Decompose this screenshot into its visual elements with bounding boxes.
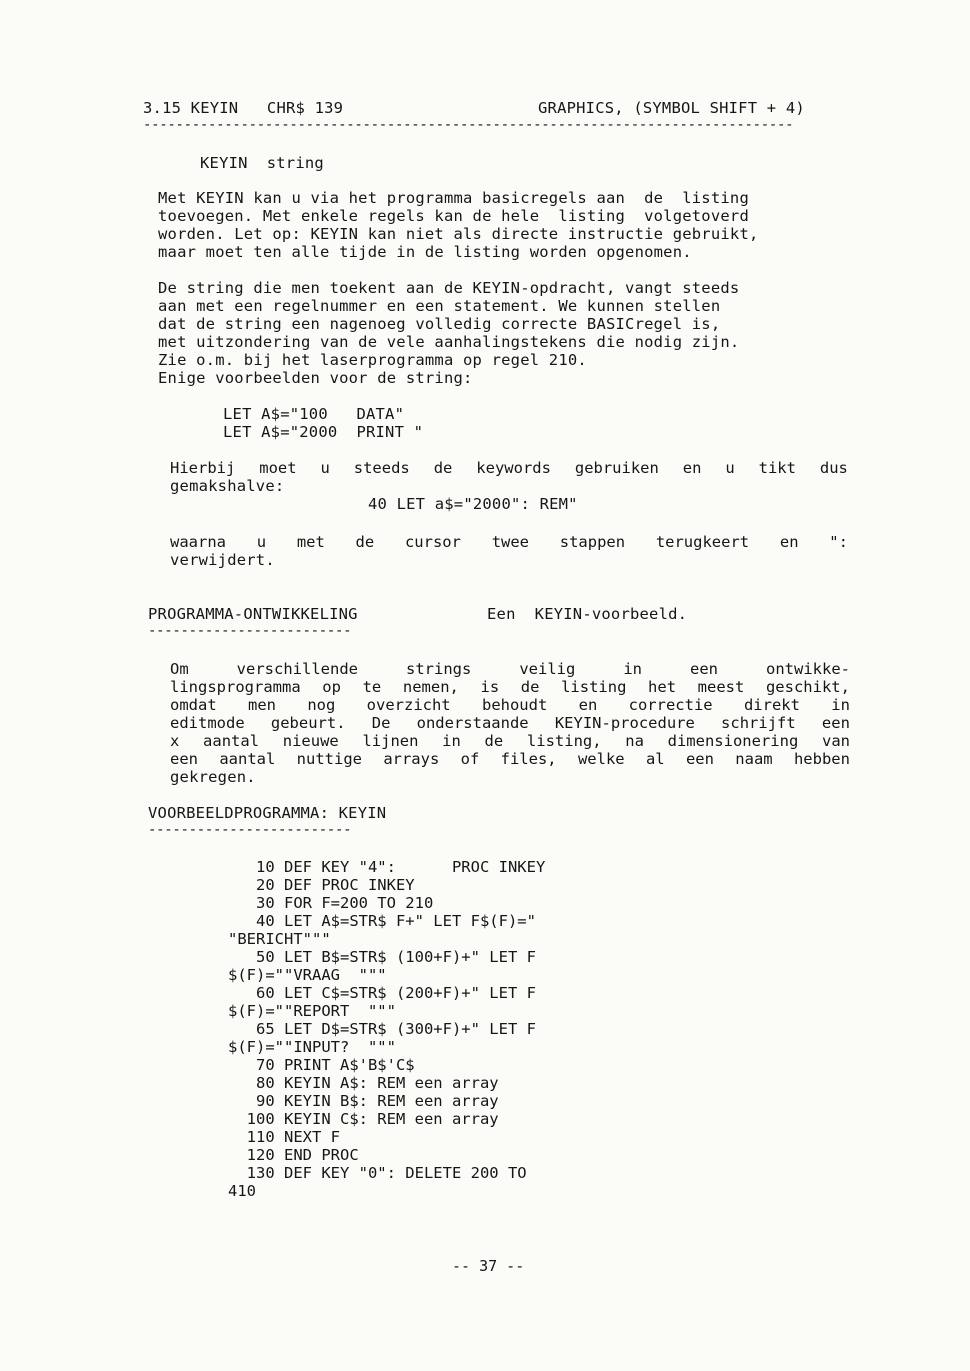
program-underline: ------------------------- [148,823,352,837]
program-line: 90 KEYIN B$: REM een array [228,1092,499,1110]
program-line: 130 DEF KEY "0": DELETE 200 TO [228,1164,527,1182]
para1-line: toevoegen. Met enkele regels kan de hele listing volgetoverd [158,207,749,225]
para2-line: met uitzondering van de vele aanhalingstekens die nodig zijn. [158,333,740,351]
program-line: 50 LET B$=STR$ (100+F)+" LET F [228,948,536,966]
para5-line: editmode gebeurt. De onderstaande KEYIN-procedure schrijft een [170,714,850,732]
page-number: -- 37 -- [452,1257,525,1275]
para2-line: De string die men toekent aan de KEYIN-opdracht, vangt steeds [158,279,740,297]
para1-line: Met KEYIN kan u via het programma basicregels aan de listing [158,189,749,207]
program-title: VOORBEELDPROGRAMMA: KEYIN [148,804,387,822]
header-right: GRAPHICS, (SYMBOL SHIFT + 4) [538,99,805,117]
para5-line: een aantal nuttige arrays of files, welke al een naam hebben [170,750,850,768]
para5-line: x aantal nieuwe lijnen in de listing, na dimensionering van [170,732,850,750]
example-line: LET A$="100 DATA" [223,405,405,423]
para1-line: maar moet ten alle tijde in de listing worden opgenomen. [158,243,692,261]
example-line: LET A$="2000 PRINT " [223,423,424,441]
para1-line: worden. Let op: KEYIN kan niet als directe instructie gebruikt, [158,225,759,243]
section-underline: ------------------------- [148,624,352,638]
program-line: $(F)=""INPUT? """ [228,1038,396,1056]
program-line: 60 LET C$=STR$ (200+F)+" LET F [228,984,536,1002]
program-line: 65 LET D$=STR$ (300+F)+" LET F [228,1020,536,1038]
program-line: 30 FOR F=200 TO 210 [228,894,434,912]
program-line: 20 DEF PROC INKEY [228,876,415,894]
para4-line: verwijdert. [170,551,275,569]
para5-line: Om verschillende strings veilig in een ontwikke- [170,660,850,678]
syntax-line: KEYIN string [200,154,324,172]
para5-line: lingsprogramma op te nemen, is de listing het meest geschikt, [170,678,850,696]
para3-line: gemakshalve: [170,477,285,495]
para5-line: gekregen. [170,768,256,786]
program-line: 40 LET A$=STR$ F+" LET F$(F)=" [228,912,536,930]
program-line: 70 PRINT A$'B$'C$ [228,1056,415,1074]
program-line: 120 END PROC [228,1146,359,1164]
header-left: 3.15 KEYIN CHR$ 139 [143,99,344,117]
header-rule: -------------------------------------------------------------------------------- [143,118,794,132]
para2-line: dat de string een nagenoeg volledig correcte BASICregel is, [158,315,721,333]
program-line: $(F)=""REPORT """ [228,1002,396,1020]
para2-line: Enige voorbeelden voor de string: [158,369,473,387]
section-subtitle: Een KEYIN-voorbeeld. [487,605,688,623]
para3-code: 40 LET a$="2000": REM" [368,495,578,513]
program-line: 410 [228,1182,256,1200]
program-line: "BERICHT""" [228,930,331,948]
para2-line: aan met een regelnummer en een statement. We kunnen stellen [158,297,721,315]
program-line: 110 NEXT F [228,1128,340,1146]
para2-line: Zie o.m. bij het laserprogramma op regel 210. [158,351,587,369]
program-line: $(F)=""VRAAG """ [228,966,387,984]
program-line: 100 KEYIN C$: REM een array [228,1110,499,1128]
section-title: PROGRAMMA-ONTWIKKELING [148,605,358,623]
para3-line: Hierbij moet u steeds de keywords gebruiken en u tikt dus [170,459,848,477]
para4-line: waarna u met de cursor twee stappen terugkeert en ": [170,533,848,551]
program-line: 10 DEF KEY "4": PROC INKEY [228,858,546,876]
program-line: 80 KEYIN A$: REM een array [228,1074,499,1092]
para5-line: omdat men nog overzicht behoudt en correctie direkt in [170,696,850,714]
